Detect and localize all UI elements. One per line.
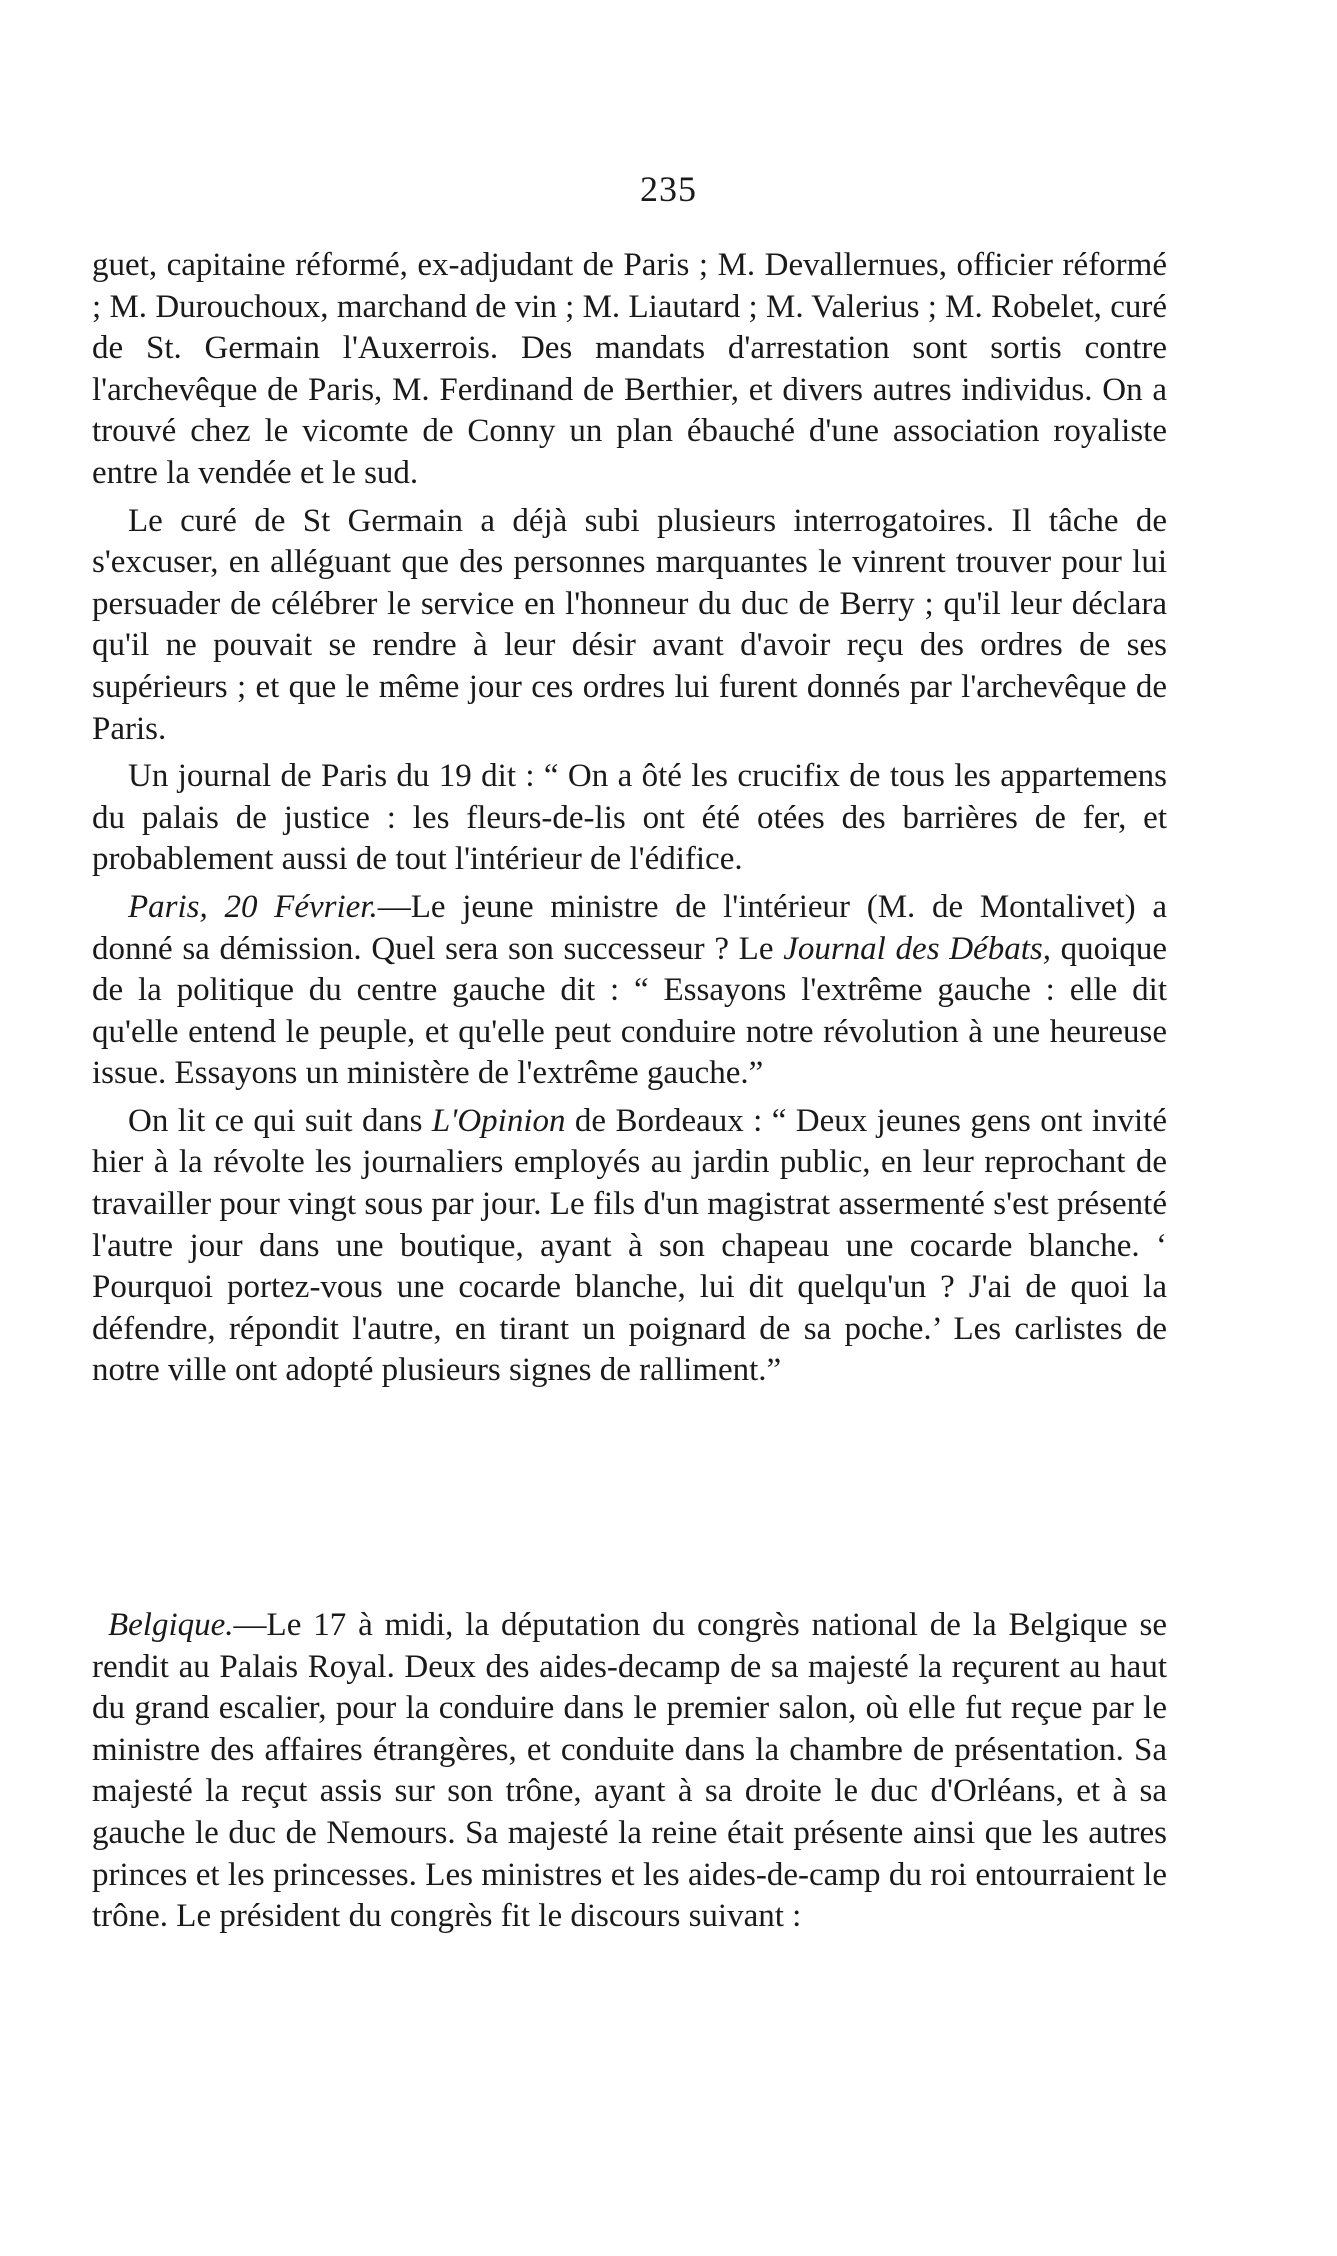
paragraph-text: Un journal de Paris du 19 dit : “ On a ôté les crucifix de tous les appartemens du palais de justice : les fleurs-de-lis ont été otées des barrières de fer, et probablement aussi de tout l'intérieur de l'édifice. [92, 758, 1167, 878]
paragraph-paris [92, 887, 1167, 1095]
journal-title: L'Opinion [431, 1102, 566, 1139]
paragraph-text: On lit ce qui suit dans [128, 1102, 432, 1139]
paragraph-text-continued: de Bordeaux : “ Deux jeunes gens ont invité hier à la révolte les journaliers employés au jardin public, en leur reprochant de travailler pour vingt sous par jour. Le fils d'un magistrat assermenté s'est présenté l'autre jour dans une boutique, ayant à son chapeau une cocarde blanche. ‘ Pourquoi portez-vous une cocarde blanche, lui dit quelqu'un ? J'ai de quoi la défendre, répondit l'autre, en tirant un poignard de sa poche.’ Les carlistes de notre ville ont adopté plusieurs signes de ralliment.” [92, 1102, 1167, 1389]
paragraph-text: guet, capitaine réformé, ex-adjudant de Paris ; M. Devallernues, officier réformé ; M. Durouchoux, marchand de vin ; M. Liautard ; M. Valerius ; M. Robelet, curé de St. Germain l'Auxerrois. Des mandats d'arrestation sont sortis contre l'archevêque de Paris, M. Ferdinand de Berthier, et divers autres individus. On a trouvé chez le vicomte de Conny un plan ébauché d'une association royaliste entre la vendée et le sud. [92, 247, 1167, 491]
paragraph-text: Le curé de St Germain a déjà subi plusieurs interrogatoires. Il tâche de s'excuser, en alléguant que des personnes marquantes le vinrent trouver pour lui persuader de célébrer le service en l'honneur du duc de Berry ; qu'il leur déclara qu'il ne pouvait se rendre à leur désir avant d'avoir reçu des ordres de ses supérieurs ; et que le même jour ces ordres lui furent donnés par l'archevêque de Paris. [92, 502, 1167, 747]
paragraph-arrests [92, 245, 1167, 495]
paragraph-cure [92, 501, 1167, 751]
paragraph-opinion [92, 1101, 1167, 1392]
main-text [92, 245, 1167, 1392]
paragraph-text-continued: quoique de la politique du centre gauche dit : “ Essayons l'extrême gauche : elle dit qu'elle entend le peuple, et qu'elle peut conduire notre révolution à une heureuse issue. Essayons un ministère de l'extrême gauche.” [92, 930, 1167, 1092]
dateline: Paris, 20 Février. [128, 888, 378, 925]
paragraph-text: —Le jeune ministre de l'intérieur (M. de Montalivet) a donné sa démission. Quel sera son successeur ? Le [92, 888, 1167, 967]
dateline: Belgique. [108, 1607, 234, 1643]
page-number: 235 [640, 169, 697, 209]
paragraph-belgique [92, 1605, 1167, 1938]
paragraph-journal [92, 756, 1167, 881]
belgique-section [92, 1605, 1167, 1938]
paragraph-text: —Le 17 à midi, la députation du congrès national de la Belgique se rendit au Palais Royal. Deux des aides-decamp de sa majesté la reçurent au haut du grand escalier, pour la conduire dans le premier salon, où elle fut reçue par le ministre des affaires étrangères, et conduite dans la chambre de présentation. Sa majesté la reçut assis sur son trône, ayant à sa droite le duc d'Orléans, et à sa gauche le duc de Nemours. Sa majesté la reine était présente ainsi que les autres princes et les princesses. Les ministres et les aides-de-camp du roi entourraient le trône. Le président du congrès fit le discours suivant : [92, 1607, 1167, 1935]
journal-title: Journal des Débats, [783, 930, 1051, 967]
